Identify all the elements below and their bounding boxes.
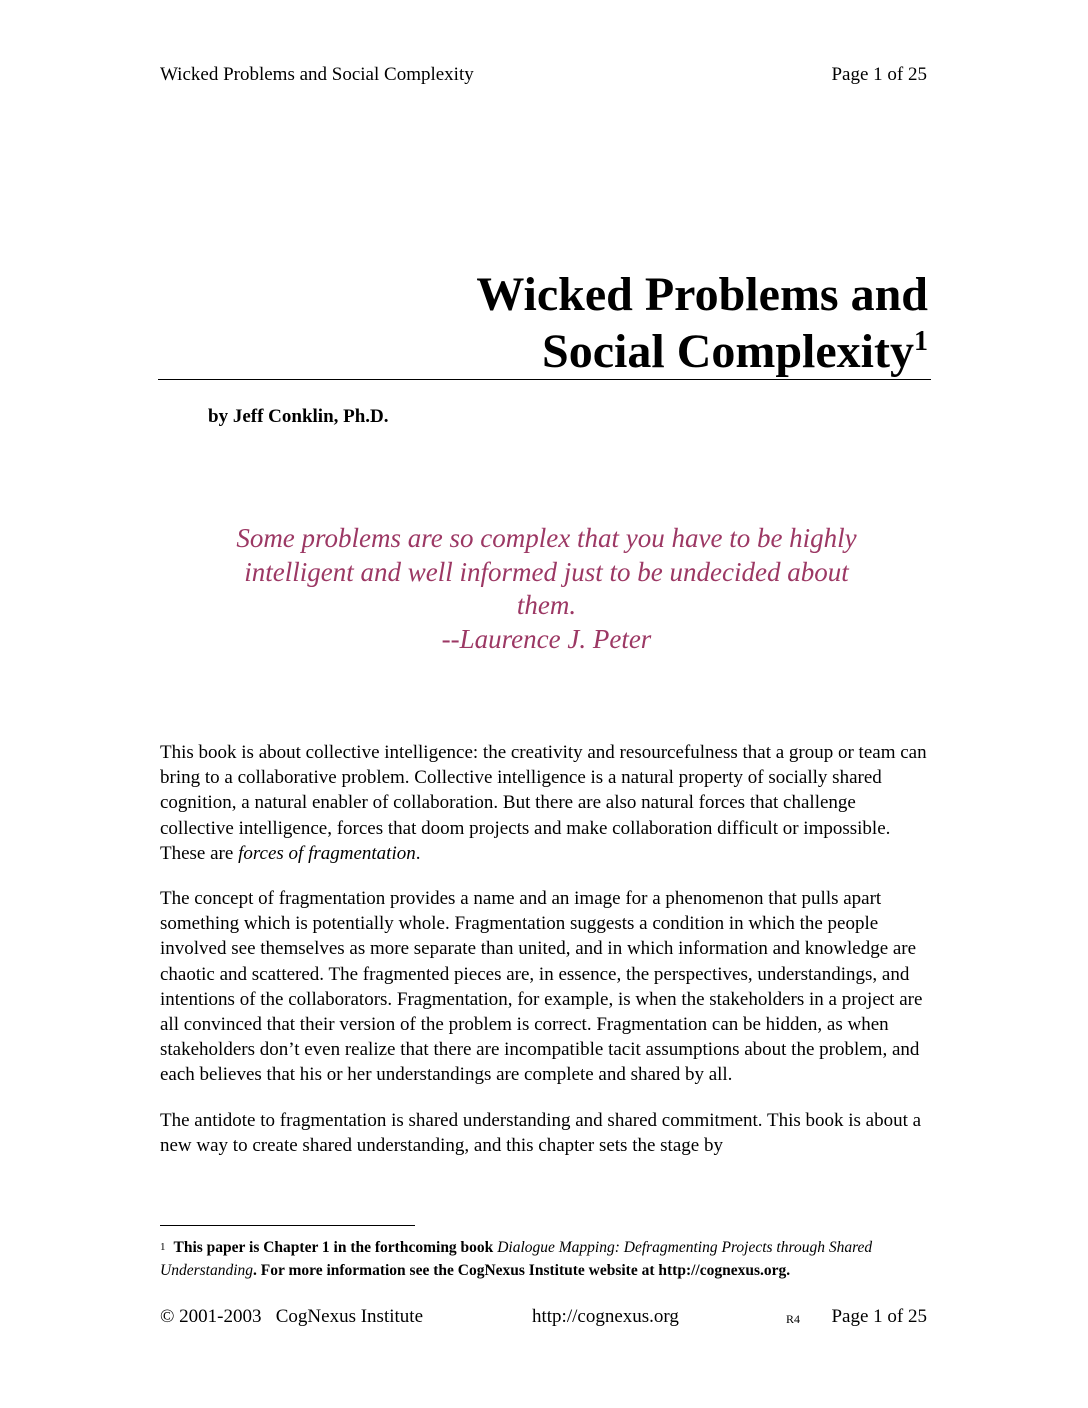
quote-line-3: them. — [516, 590, 577, 620]
body-text — [160, 740, 933, 1178]
paragraph-1-text: This book is about collective intelligence: the creativity and resourcefulness that a group or team can bring to a collaborative problem. Collective intelligence is a natural property of socially shared cognition, a natural enabler of collaboration. But there are also natural forces that challenge collective intelligence, forces that doom projects and make collaboration difficult or impossible. These are — [160, 742, 927, 864]
quote-line-1: Some problems are so complex that you have to be highly — [236, 523, 857, 553]
paragraph-2: The concept of fragmentation provides a name and an image for a phenomenon that pulls apart something which is potentially whole. Fragmentation suggests a condition in which the people involved see themselves as more separate than united, and in which information and knowledge are chaotic and scattered. The fragmented pieces are, in essence, the perspectives, understandings, and intentions of the collaborators. Fragmentation, for example, is when the stakeholders in a project are all convinced that their version of the problem is correct. Fragmentation can be hidden, as when stakeholders don’t even realize that there are incompatible tacit assumptions about the problem, and each believes that his or her understandings are complete and shared by all. — [160, 888, 923, 1086]
running-header-title: Wicked Problems and Social Complexity — [160, 64, 474, 85]
footnote-text-b: . For more information see the CogNexus Institute website at http://cognexus.org. — [253, 1262, 791, 1279]
title-line-1: Wicked Problems and — [476, 268, 928, 321]
title-line-2 — [476, 323, 928, 380]
footer-page-number: Page 1 of 25 — [831, 1306, 927, 1327]
footnote-text-a: This paper is Chapter 1 in the forthcoming book — [173, 1239, 498, 1256]
footer-url[interactable]: http://cognexus.org — [532, 1306, 679, 1327]
paragraph-1-end: . — [415, 842, 421, 864]
paragraph-1-emphasis: forces of fragmentation — [238, 842, 416, 864]
title-footnote-ref[interactable]: 1 — [914, 326, 928, 357]
footnote-book-title: Dialogue Mapping: Defragmenting Projects through Shared Understanding — [160, 1239, 873, 1279]
footnote — [160, 1236, 940, 1282]
paragraph-1 — [160, 740, 933, 866]
author-byline: by Jeff Conklin, Ph.D. — [208, 406, 389, 427]
footnote-rule — [160, 1225, 415, 1226]
quote-line-2: intelligent and well informed just to be undecided about — [244, 556, 849, 587]
document-title — [476, 266, 928, 380]
title-rule — [158, 379, 931, 380]
footer-copyright: © 2001-2003 CogNexus Institute — [160, 1306, 424, 1327]
title-line-2-text: Social Complexity — [542, 325, 914, 378]
paragraph-3: The antidote to fragmentation is shared understanding and shared commitment. This book is about a new way to create shared understanding, and this chapter sets the stage by — [160, 1109, 922, 1156]
epigraph-quote — [160, 522, 933, 656]
quote-attribution: --Laurence J. Peter — [441, 623, 652, 654]
footer-revision: R4 — [786, 1312, 801, 1326]
running-header-page: Page 1 of 25 — [831, 64, 927, 85]
footnote-mark: 1 — [160, 1241, 166, 1253]
